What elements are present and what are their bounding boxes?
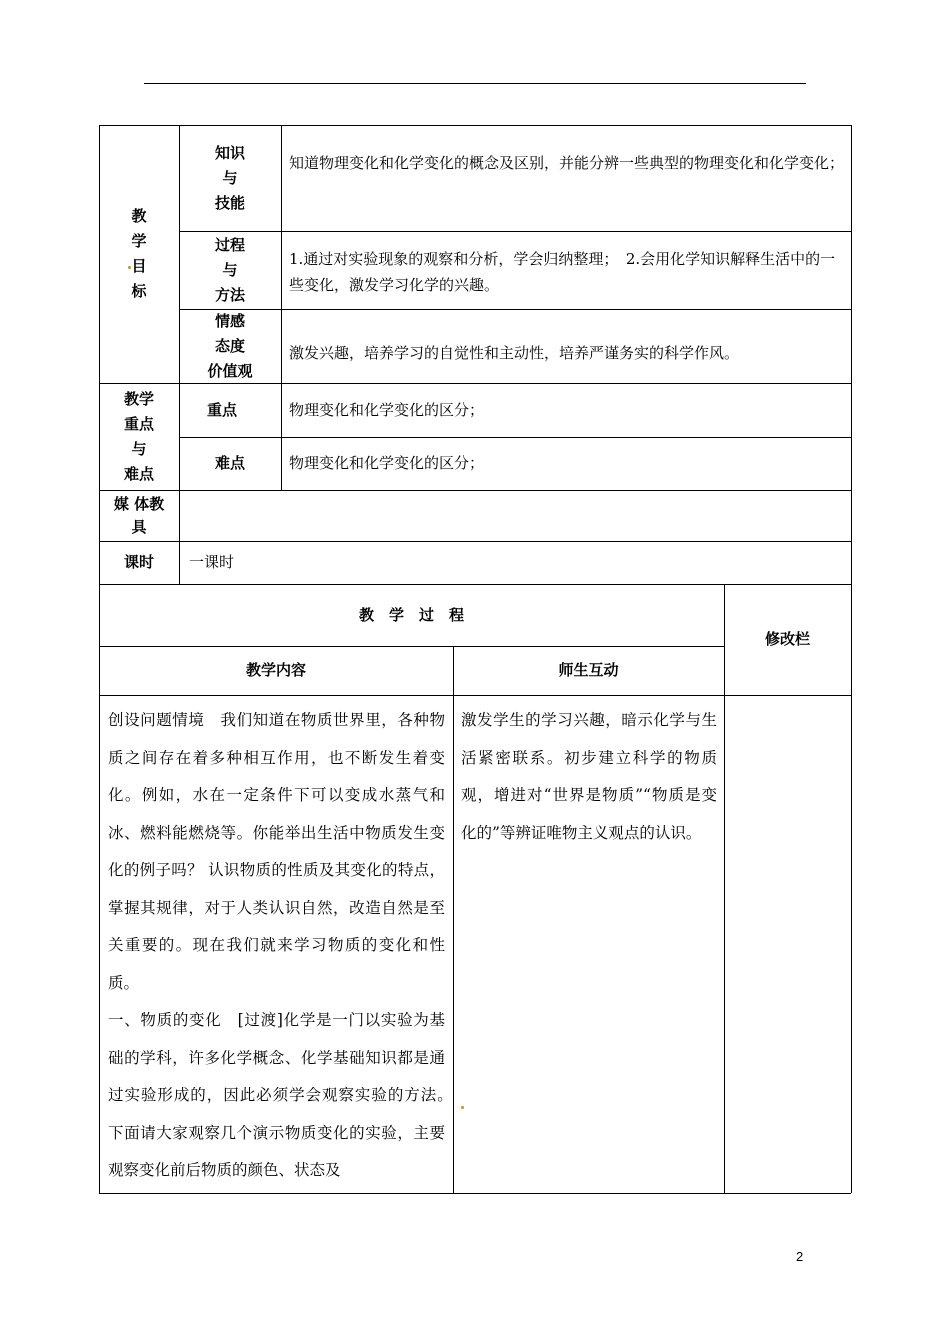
label-line: 与 [131,439,147,458]
content-column-header [99,646,453,695]
label-char: 标 [131,282,147,300]
label-char: 学 [131,232,147,250]
label-line: 课时 [123,553,154,571]
key-point-label [179,383,265,437]
stray-mark [461,1106,464,1109]
col-divider [453,646,454,1193]
label-line: 知识 [214,143,245,162]
content-paragraph: 创设问题情境 我们知道在物质世界里，各种物质之间存在着多种相互作用，也不断发生着变化。例如，水在一定条件下可以变成水蒸气和冰、燃料能燃烧等。你能举出生活中物质发生变化的例子吗？ 认识物质的性质及其变化的特点，掌握其规律，对于人类认识自然，改造自然是至关重要的。现在我们就来学习物质的变化和性质。 [108,711,445,992]
label-line: 技能 [214,193,245,212]
emotion-values-label [179,309,281,383]
label-line: 修改栏 [764,630,810,648]
label-char: 目 [131,257,147,275]
media-label [99,490,179,541]
process-method-label [179,231,281,309]
table-border-bottom [99,1193,851,1194]
key-point-text: 物理变化和化学变化的区分； [289,401,485,419]
emotion-values-text: 激发兴趣，培养学习的自觉性和主动性，培养严谨务实的科学作风。 [289,344,740,362]
table-border-right [851,125,852,1193]
label-line: 教学 [123,389,154,408]
objectives-group-label [99,125,179,383]
label-line: 态度 [214,336,245,355]
focus-group-label [99,383,179,490]
label-line: 与 [222,168,238,187]
knowledge-skills-label [179,125,281,231]
revision-column-header [724,584,851,695]
label-line: 师生互动 [558,661,619,679]
teaching-process-title [99,584,724,646]
row-divider [99,490,851,491]
label-line: 过程 [214,235,245,254]
col-divider [281,125,282,490]
period-text: 一课时 [189,553,235,571]
difficult-point-label [179,437,281,490]
content-paragraph: 一、物质的变化 [过渡]化学是一门以实验为基础的学科，许多化学概念、化学基础知识都是通过实验形成的，因此必须学会观察实验的方法。 下面请大家观察几个演示物质变化的实验，主要观察变化前后物质的颜色、状态及 [108,1011,461,1179]
label-line: 重点 [206,400,237,419]
label-char: 教 [131,207,147,225]
stray-mark [128,266,131,269]
label-line: 情感 [214,311,245,330]
knowledge-skills-text: 知道物理变化和化学变化的概念及区别，并能分辨一些典型的物理变化和化学变化； [289,154,845,172]
teaching-content-text [108,702,461,1190]
interaction-column-header [453,646,724,695]
label-line: 价值观 [207,361,253,380]
label-line: 难点 [123,464,154,483]
label-line: 重点 [123,414,154,433]
row-divider [99,695,851,696]
interaction-text: 激发学生的学习兴趣，暗示化学与生活紧密联系。初步建立科学的物质观，增进对“世界是物质”“物质是变化的”等辨证唯物主义观点的认识。 [461,711,717,842]
label-line: 具 [131,517,147,536]
header-rule [144,83,806,84]
difficult-point-text: 物理变化和化学变化的区分； [289,454,485,472]
label-line: 教 学 过 程 [358,605,464,624]
process-method-text: 1.通过对实验现象的观察和分析，学会归纳整理； 2.会用化学知识解释生活中的一些变化，激发学习化学的兴趣。 [289,250,836,294]
row-divider [99,541,851,542]
page-number: 2 [796,1249,804,1264]
period-label [99,541,179,584]
label-line: 难点 [214,454,245,472]
label-line: 方法 [214,285,245,304]
label-line: 教学内容 [245,661,306,679]
label-line: 媒 体教 [113,494,165,513]
label-line: 与 [222,260,238,279]
